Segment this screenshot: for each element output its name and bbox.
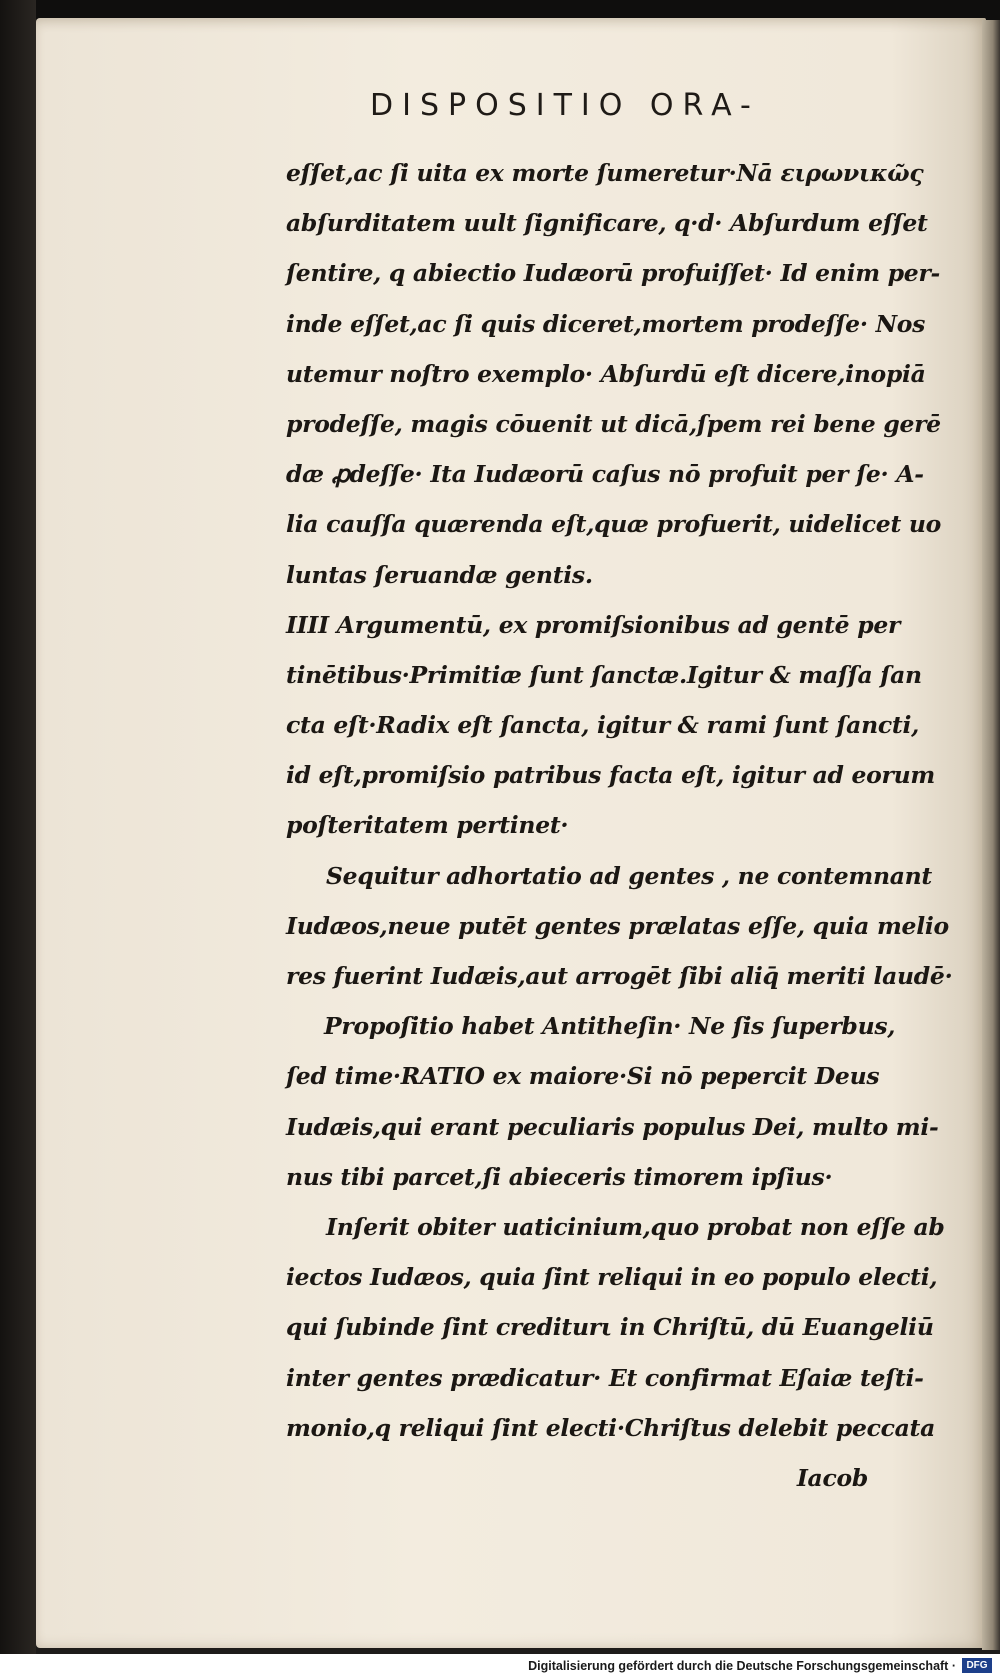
text-line: tinētibus·Primitiæ ſunt ſanctæ.Igitur & maſſa ſan bbox=[286, 660, 922, 689]
text-line: res fuerint Iudæis,aut arrogēt ſibi aliq̄ meriti laudē· bbox=[286, 962, 953, 990]
text-line: Propoſitio habet Antitheſin· Ne ſis ſuperbus, bbox=[324, 1012, 896, 1041]
text-line: prodeſſe, magis cōuenit ut dicā,ſpem rei bene gerē bbox=[286, 409, 941, 438]
text-line: Iudæis,qui erant peculiaris populus Dei, multo mi- bbox=[286, 1112, 939, 1141]
text-line: inter gentes prædicatur· Et confirmat Eſaiæ teſti- bbox=[286, 1363, 924, 1392]
text-line: cta eſt·Radix eſt ſancta, igitur & rami ſunt ſancti, bbox=[286, 711, 919, 740]
footer-bar bbox=[0, 1654, 1000, 1676]
text-line: dæ ꝓdeſſe· Ita Iudæorū caſus nō profuit per ſe· A- bbox=[286, 460, 924, 489]
text-line: qui ſubinde ſint crediturι in Chriſtū, dū Euangeliū bbox=[286, 1313, 934, 1342]
text-line: ſentire, q̧ abiectio Iudæorū profuiſſet· Id enim per- bbox=[286, 259, 940, 288]
text-line: utemur noſtro exemplo· Abſurdū eſt dicere,inopiā bbox=[286, 359, 926, 388]
running-title: DISPOSITIO ORA- bbox=[370, 88, 760, 123]
text-line: inde eſſet,ac ſi quis diceret,mortem prodeſſe· Nos bbox=[286, 309, 926, 338]
text-line: nus tibi parcet,ſi abieceris timorem ipſius· bbox=[286, 1162, 833, 1191]
text-line: Inſerit obiter uaticinium,quo probat non eſſe ab bbox=[326, 1212, 945, 1241]
book-gutter bbox=[0, 0, 36, 1676]
dfg-logo: DFG bbox=[962, 1658, 992, 1673]
text-line: abſurditatem uult ſignificare, q·d· Abſurdum eſſet bbox=[286, 209, 928, 238]
funding-note: Digitalisierung gefördert durch die Deutsche Forschungsgemeinschaft · bbox=[528, 1659, 956, 1673]
text-line: lia cauſſa quærenda eſt,quæ profuerit, uidelicet uo bbox=[286, 510, 942, 539]
text-line: Iudæos,neue putēt gentes prælatas eſſe, quia melio bbox=[286, 911, 949, 940]
section-heading-line: IIII Argumentū, ex promiſsionibus ad gentē per bbox=[286, 610, 901, 639]
text-line: id eſt,promiſsio patribus facta eſt, igitur ad eorum bbox=[286, 761, 935, 790]
text-line: monio,q̧ reliqui ſint electi·Chriſtus delebit peccata bbox=[286, 1413, 936, 1442]
text-line: Sequitur adhortatio ad gentes , ne contemnant bbox=[326, 861, 932, 890]
text-line: eſſet,ac ſi uita ex morte ſumeretur·Nā ειρωνικῶς bbox=[286, 159, 924, 187]
text-line: poſteritatem pertinet· bbox=[286, 811, 569, 840]
page-edge bbox=[982, 20, 1000, 1650]
body-text bbox=[286, 148, 953, 1503]
text-line: ſed time·RATIO ex maiore·Si nō pepercit Deus bbox=[286, 1062, 880, 1091]
text-line: iectos Iudæos, quia ſint reliqui in eo populo electi, bbox=[286, 1263, 938, 1292]
text-line: luntas ſeruandæ gentis. bbox=[286, 560, 593, 589]
catchword: Iacob bbox=[796, 1463, 868, 1492]
